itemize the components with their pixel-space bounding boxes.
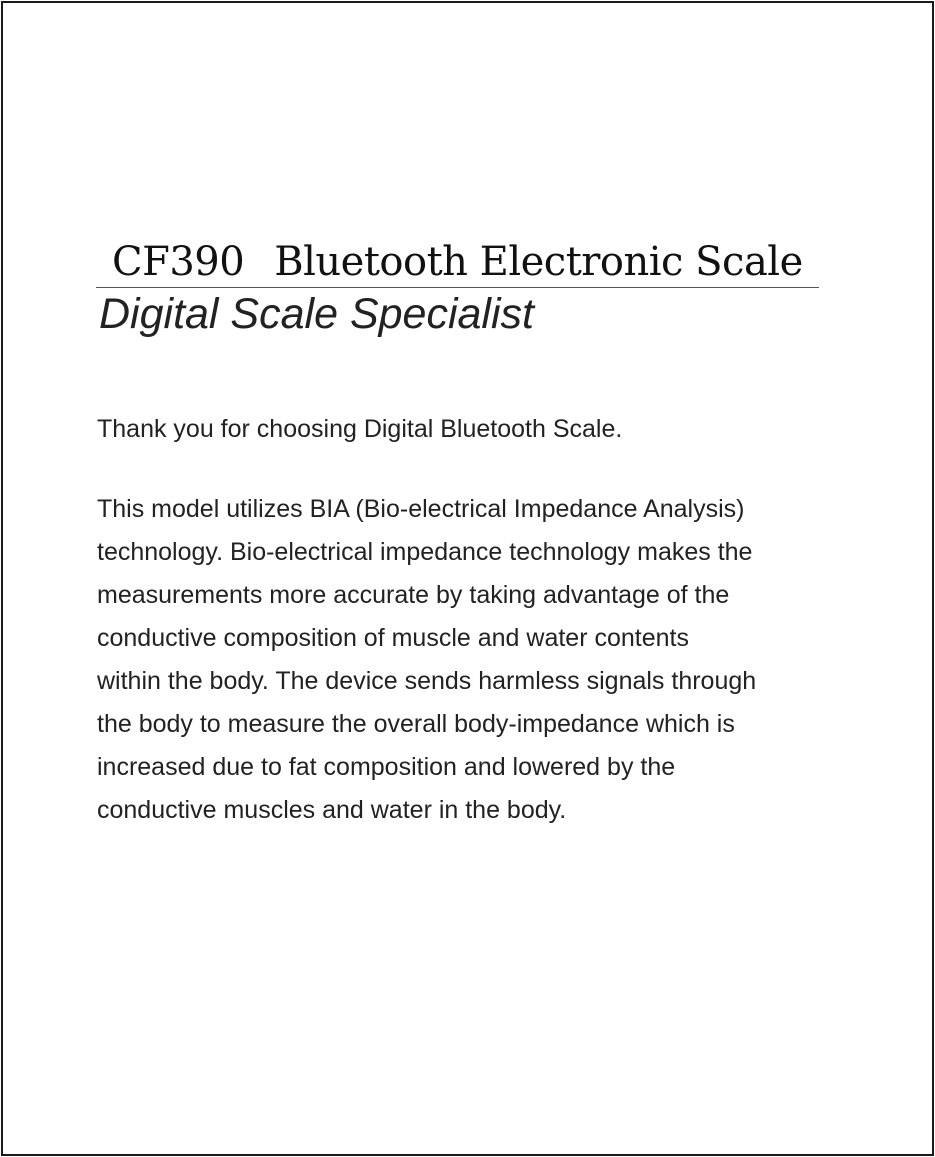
paragraph-line: technology. Bio-electrical impedance technology makes the [97, 538, 753, 566]
paragraph-line: conductive composition of muscle and water contents [97, 624, 689, 652]
paragraph-line: This model utilizes BIA (Bio-electrical Impedance Analysis) [97, 495, 745, 523]
title-product: Bluetooth Electronic Scale [274, 239, 803, 285]
paragraph-line: measurements more accurate by taking advantage of the [97, 581, 730, 609]
intro-paragraph [97, 489, 857, 833]
paragraph-line: conductive muscles and water in the body. [97, 796, 567, 824]
paragraph-line: increased due to fat composition and lowered by the [97, 753, 676, 781]
title-model: CF390 [112, 239, 245, 285]
paragraph-line: within the body. The device sends harmless signals through [97, 667, 757, 695]
page-title [112, 234, 803, 290]
thank-you-text: Thank you for choosing Digital Bluetooth Scale. [97, 415, 623, 443]
paragraph-line: the body to measure the overall body-impedance which is [97, 710, 735, 738]
subtitle: Digital Scale Specialist [99, 290, 534, 338]
